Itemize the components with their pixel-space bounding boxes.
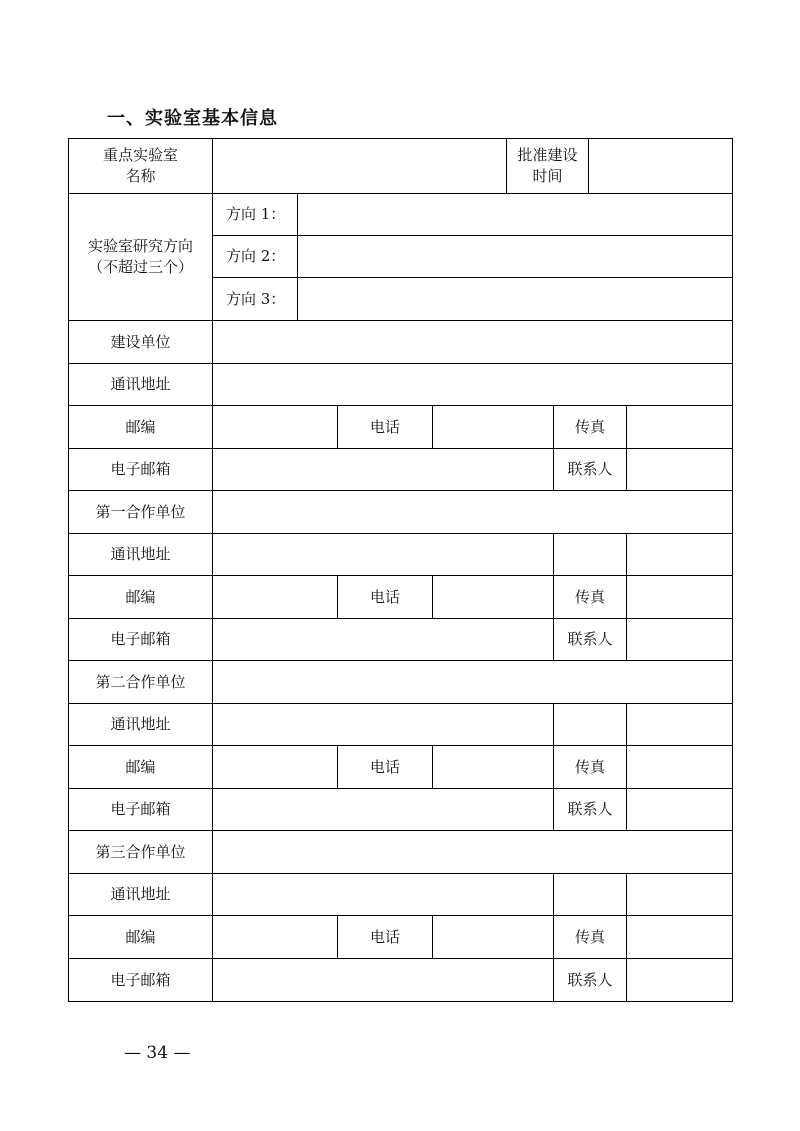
- partner-2-fax-field[interactable]: [626, 745, 733, 789]
- builder-phone-field[interactable]: [432, 405, 554, 449]
- direction-1-field[interactable]: [297, 193, 733, 236]
- research-directions-label-line2: （不超过三个）: [87, 258, 193, 276]
- partner-2-address-extra-1[interactable]: [553, 703, 627, 746]
- partner-2-field[interactable]: [212, 660, 733, 704]
- partner-1-fax-label: 传真: [553, 575, 627, 619]
- partner-2-address-field[interactable]: [212, 703, 554, 746]
- partner-1-fax-field[interactable]: [626, 575, 733, 619]
- partner-3-postcode-label: 邮编: [68, 915, 213, 959]
- direction-3-label: 方向 3：: [212, 277, 298, 321]
- partner-2-postcode-field[interactable]: [212, 745, 338, 789]
- lab-name-field[interactable]: [212, 138, 507, 194]
- partner-2-fax-label: 传真: [553, 745, 627, 789]
- page-number: — 34 —: [124, 1043, 191, 1063]
- partner-2-contact-label: 联系人: [553, 788, 627, 831]
- builder-postcode-label: 邮编: [68, 405, 213, 449]
- partner-2-email-label: 电子邮箱: [68, 788, 213, 831]
- builder-fax-field[interactable]: [626, 405, 733, 449]
- partner-3-email-label: 电子邮箱: [68, 958, 213, 1002]
- research-directions-label: [68, 193, 213, 321]
- partner-1-contact-label: 联系人: [553, 618, 627, 661]
- partner-3-address-extra-2[interactable]: [626, 873, 733, 916]
- builder-postcode-field[interactable]: [212, 405, 338, 449]
- partner-2-address-label: 通讯地址: [68, 703, 213, 746]
- builder-phone-label: 电话: [337, 405, 433, 449]
- partner-1-email-field[interactable]: [212, 618, 554, 661]
- partner-1-address-field[interactable]: [212, 533, 554, 576]
- partner-1-postcode-field[interactable]: [212, 575, 338, 619]
- builder-address-label: 通讯地址: [68, 363, 213, 406]
- partner-1-address-extra-2[interactable]: [626, 533, 733, 576]
- direction-3-field[interactable]: [297, 277, 733, 321]
- partner-3-label: 第三合作单位: [68, 830, 213, 874]
- approval-time-label-line1: 批准建设: [517, 146, 578, 164]
- partner-2-label: 第二合作单位: [68, 660, 213, 704]
- builder-contact-label: 联系人: [553, 448, 627, 491]
- direction-2-field[interactable]: [297, 235, 733, 278]
- partner-3-contact-label: 联系人: [553, 958, 627, 1002]
- approval-time-label-line2: 时间: [532, 167, 563, 185]
- partner-1-field[interactable]: [212, 490, 733, 534]
- partner-1-email-label: 电子邮箱: [68, 618, 213, 661]
- lab-name-label-line1: 重点实验室: [102, 146, 178, 164]
- partner-2-address-extra-2[interactable]: [626, 703, 733, 746]
- builder-contact-field[interactable]: [626, 448, 733, 491]
- partner-2-postcode-label: 邮编: [68, 745, 213, 789]
- partner-3-fax-field[interactable]: [626, 915, 733, 959]
- partner-3-postcode-field[interactable]: [212, 915, 338, 959]
- builder-unit-field[interactable]: [212, 320, 733, 364]
- partner-3-contact-field[interactable]: [626, 958, 733, 1002]
- partner-2-phone-label: 电话: [337, 745, 433, 789]
- builder-fax-label: 传真: [553, 405, 627, 449]
- builder-address-field[interactable]: [212, 363, 733, 406]
- partner-2-phone-field[interactable]: [432, 745, 554, 789]
- partner-1-address-extra-1[interactable]: [553, 533, 627, 576]
- partner-1-postcode-label: 邮编: [68, 575, 213, 619]
- partner-1-contact-field[interactable]: [626, 618, 733, 661]
- partner-3-field[interactable]: [212, 830, 733, 874]
- lab-name-label-line2: 名称: [125, 167, 156, 185]
- partner-3-email-field[interactable]: [212, 958, 554, 1002]
- partner-1-label: 第一合作单位: [68, 490, 213, 534]
- partner-2-contact-field[interactable]: [626, 788, 733, 831]
- partner-3-address-extra-1[interactable]: [553, 873, 627, 916]
- partner-3-fax-label: 传真: [553, 915, 627, 959]
- direction-1-label: 方向 1：: [212, 193, 298, 236]
- approval-time-field[interactable]: [588, 138, 733, 194]
- partner-1-address-label: 通讯地址: [68, 533, 213, 576]
- research-directions-label-line1: 实验室研究方向: [87, 237, 193, 255]
- partner-1-phone-field[interactable]: [432, 575, 554, 619]
- partner-3-phone-label: 电话: [337, 915, 433, 959]
- partner-3-address-field[interactable]: [212, 873, 554, 916]
- section-title: 一、实验室基本信息: [107, 108, 278, 129]
- partner-1-phone-label: 电话: [337, 575, 433, 619]
- builder-email-field[interactable]: [212, 448, 554, 491]
- lab-info-form: [68, 138, 733, 1002]
- lab-name-label: [68, 138, 213, 194]
- builder-unit-label: 建设单位: [68, 320, 213, 364]
- partner-3-phone-field[interactable]: [432, 915, 554, 959]
- approval-time-label: [506, 138, 589, 194]
- partner-3-address-label: 通讯地址: [68, 873, 213, 916]
- direction-2-label: 方向 2：: [212, 235, 298, 278]
- builder-email-label: 电子邮箱: [68, 448, 213, 491]
- partner-2-email-field[interactable]: [212, 788, 554, 831]
